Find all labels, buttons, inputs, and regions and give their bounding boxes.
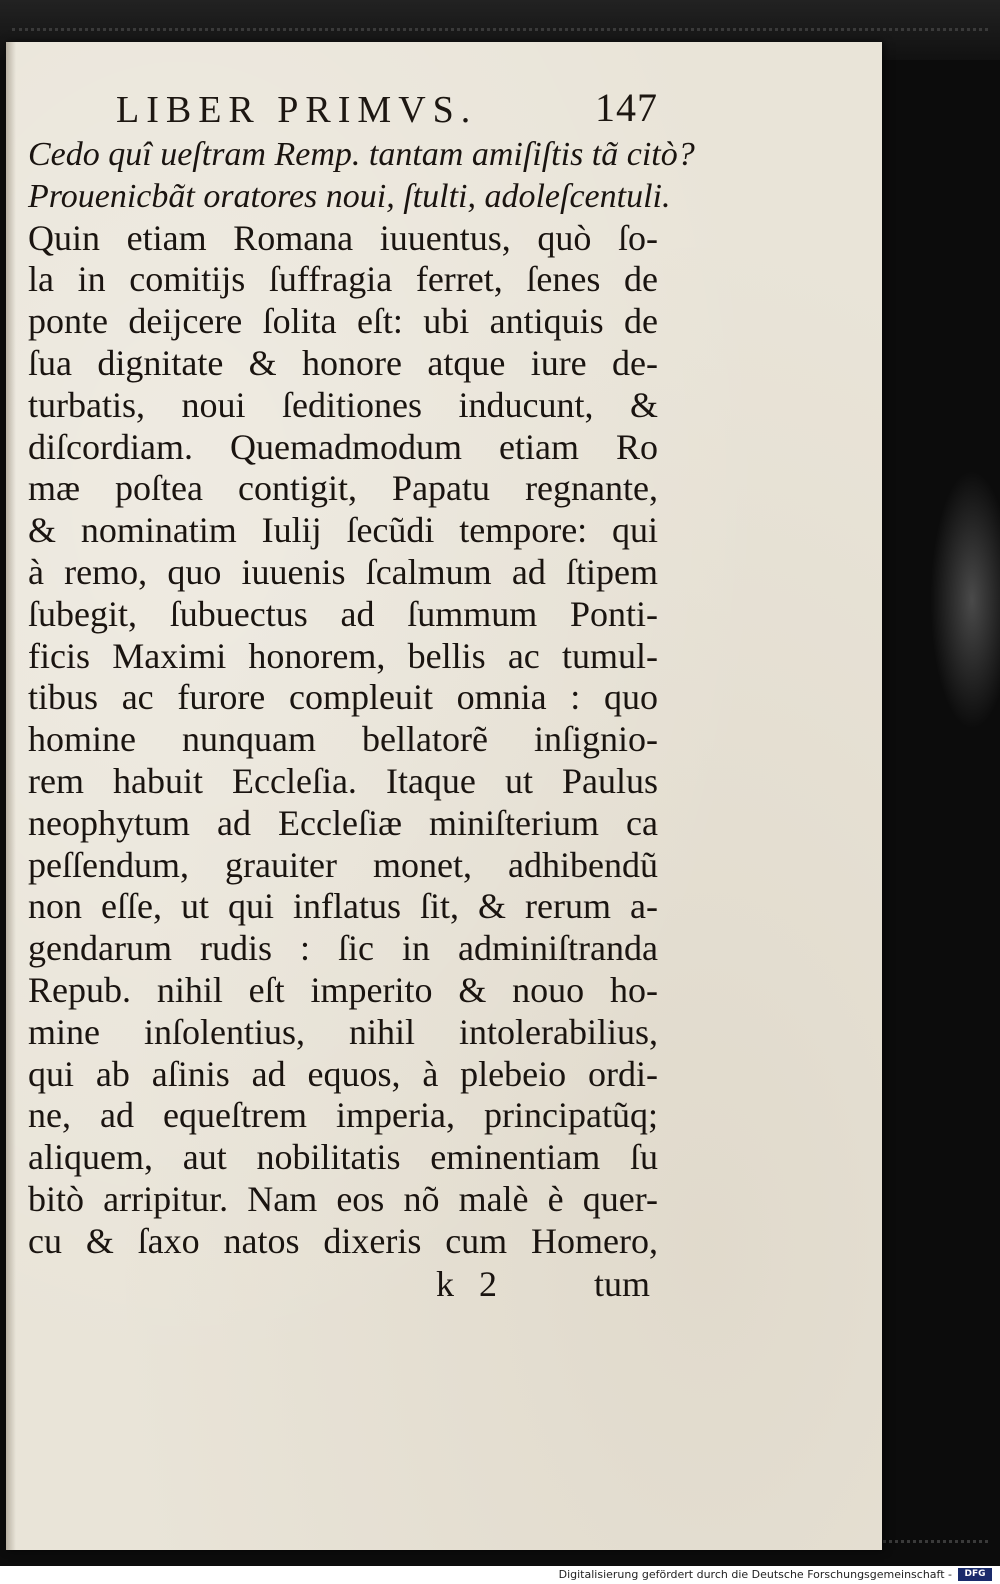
text-line: ne, ad equeſtrem imperia, principatũq; bbox=[28, 1095, 658, 1136]
catchword: tum bbox=[593, 1263, 650, 1304]
text-line: peſſendum, grauiter monet, adhibendũ bbox=[28, 844, 658, 885]
text-line: homine nunquam bellatorẽ inſignio- bbox=[28, 719, 658, 760]
text-line: rem habuit Eccleſia. Itaque ut Paulus bbox=[28, 760, 658, 801]
running-head-title: LIBER PRIMVS. bbox=[116, 89, 478, 131]
text-line: Prouenicbãt oratores noui, ſtulti, adoleſcentuli. bbox=[28, 177, 671, 215]
text-line: & nominatim Iulij ſecũdi tempore: qui bbox=[28, 510, 658, 551]
page-number: 147 bbox=[595, 85, 658, 130]
binding-stitch-top bbox=[12, 28, 988, 31]
text-line: ſubegit, ſubuectus ad ſummum Ponti- bbox=[28, 593, 658, 634]
signature-mark: k 2 bbox=[436, 1263, 505, 1304]
text-line: Quin etiam Romana iuuentus, quò ſo- bbox=[28, 217, 658, 258]
text-line: mine inſolentius, nihil intolerabilius, bbox=[28, 1011, 658, 1052]
page-text-block bbox=[28, 82, 695, 1307]
dfg-logo: DFG bbox=[958, 1568, 992, 1581]
text-line: à remo, quo iuuenis ſcalmum ad ſtipem bbox=[28, 551, 658, 592]
text-line: non eſſe, ut qui inflatus ſit, & rerum a- bbox=[28, 886, 658, 927]
digitization-footer bbox=[0, 1566, 1000, 1584]
text-line: ficis Maximi honorem, bellis ac tumul- bbox=[28, 635, 658, 676]
running-head bbox=[28, 82, 658, 134]
adjacent-page-shadow bbox=[930, 470, 1000, 730]
text-line: Repub. nihil eſt imperito & nouo ho- bbox=[28, 969, 658, 1010]
text-line: aliquem, aut nobilitatis eminentiam ſu bbox=[28, 1137, 658, 1178]
text-line: turbatis, noui ſeditiones inducunt, & bbox=[28, 384, 658, 425]
text-line: diſcordiam. Quemadmodum etiam Ro bbox=[28, 426, 658, 467]
text-line: mæ poſtea contigit, Papatu regnante, bbox=[28, 468, 658, 509]
text-line: bitò arripitur. Nam eos nõ malè è quer- bbox=[28, 1178, 658, 1219]
text-line: qui ab aſinis ad equos, à plebeio ordi- bbox=[28, 1053, 658, 1094]
funding-credit: Digitalisierung gefördert durch die Deutsche Forschungsgemeinschaft - bbox=[558, 1568, 952, 1581]
text-line: Cedo quî ueſtram Remp. tantam amiſiſtis tã citò? bbox=[28, 136, 695, 173]
text-line: ſua dignitate & honore atque iure de- bbox=[28, 342, 658, 383]
catchline bbox=[28, 1263, 658, 1307]
text-line: ponte deijcere ſolita eſt: ubi antiquis de bbox=[28, 301, 658, 342]
text-line: cu & ſaxo natos dixeris cum Homero, bbox=[28, 1220, 658, 1261]
text-line: tibus ac furore compleuit omnia : quo bbox=[28, 677, 658, 718]
text-line: neophytum ad Eccleſiæ miniſterium ca bbox=[28, 802, 658, 843]
text-line: la in comitijs ſuffragia ferret, ſenes de bbox=[28, 259, 658, 300]
page-gutter-edge bbox=[6, 42, 16, 1550]
body-text bbox=[28, 134, 695, 1263]
text-line: gendarum rudis : ſic in adminiſtranda bbox=[28, 928, 658, 969]
